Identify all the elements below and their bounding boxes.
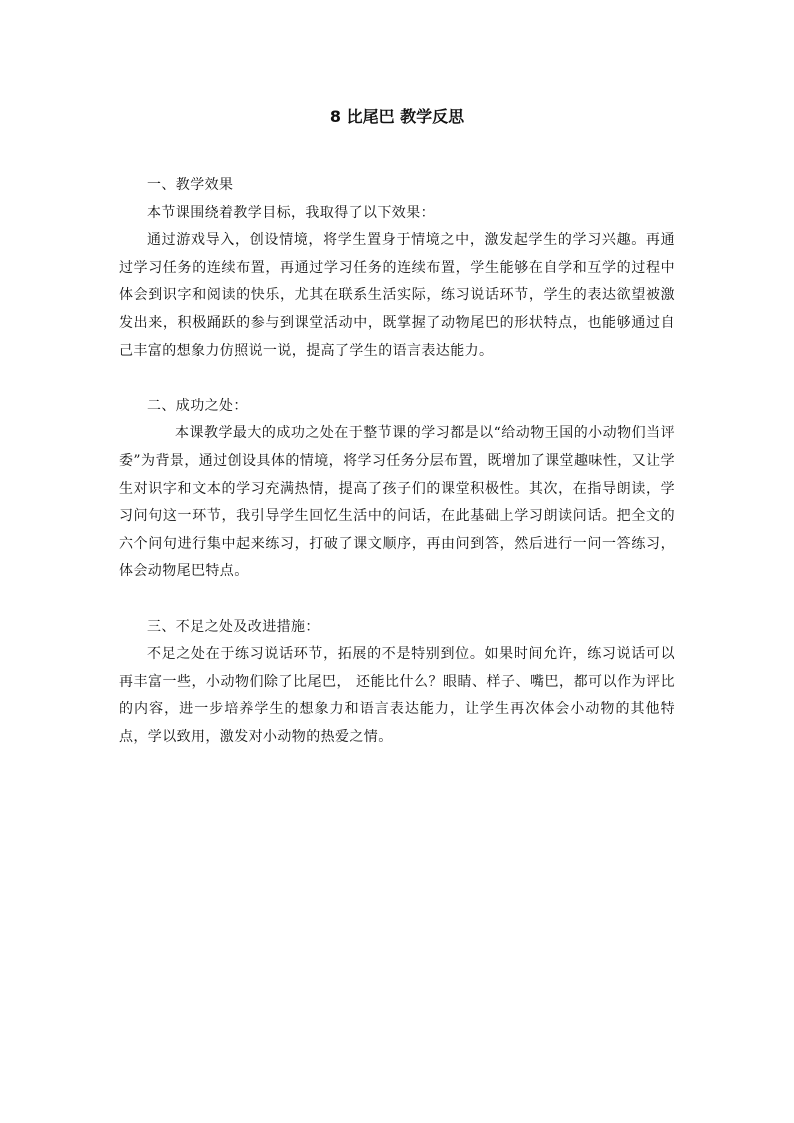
section-paragraph: 不足之处在于练习说话环节，拓展的不是特别到位。如果时间允许，练习说话可以再丰富一些，小动物们除了比尾巴， 还能比什么？眼睛、样子、嘴巴，都可以作为评比的内容，进一步培养学生的想象力和语言表达能力，让学生再次体会小动物的其他特点，学以致用，激发对小动物的热爱之情。	[119, 646, 675, 745]
section-paragraph: 通过游戏导入，创设情境，将学生置身于情境之中，激发起学生的学习兴趣。再通过学习任务的连续布置，再通过学习任务的连续布置，学生能够在自学和互学的过程中体会到识字和阅读的快乐，尤其在联系生活实际，练习说话环节，学生的表达欲望被激发出来，积极踊跃的参与到课堂活动中，既掌握了动物尾巴的形状特点，也能够通过自己丰富的想象力仿照说一说，提高了学生的语言表达能力。	[119, 232, 675, 359]
section-paragraph: 本课教学最大的成功之处在于整节课的学习都是以“给动物王国的小动物们当评委”为背景，通过创设具体的情境，将学习任务分层布置，既增加了课堂趣味性，又让学生对识字和文本的学习充满热情，提高了孩子们的课堂积极性。其次，在指导朗读，学习问句这一环节，我引导学生回忆生活中的问话，在此基础上学习朗读问话。把全文的六个问句进行集中起来练习，打破了课文顺序，再由问到答，然后进行一问一答练习，体会动物尾巴特点。	[119, 425, 675, 580]
section-intro: 本节课围绕着教学目标，我取得了以下效果：	[147, 204, 435, 221]
document-title: 8 比尾巴 教学反思	[329, 107, 465, 126]
document-body	[119, 172, 675, 751]
section-heading-teaching-effect: 一、教学效果	[147, 177, 234, 193]
blank-line	[119, 365, 675, 393]
section-heading-shortcomings: 三、不足之处及改进措施：	[147, 618, 320, 635]
section-heading-successes: 二、成功之处：	[147, 397, 248, 414]
blank-line	[119, 586, 675, 614]
